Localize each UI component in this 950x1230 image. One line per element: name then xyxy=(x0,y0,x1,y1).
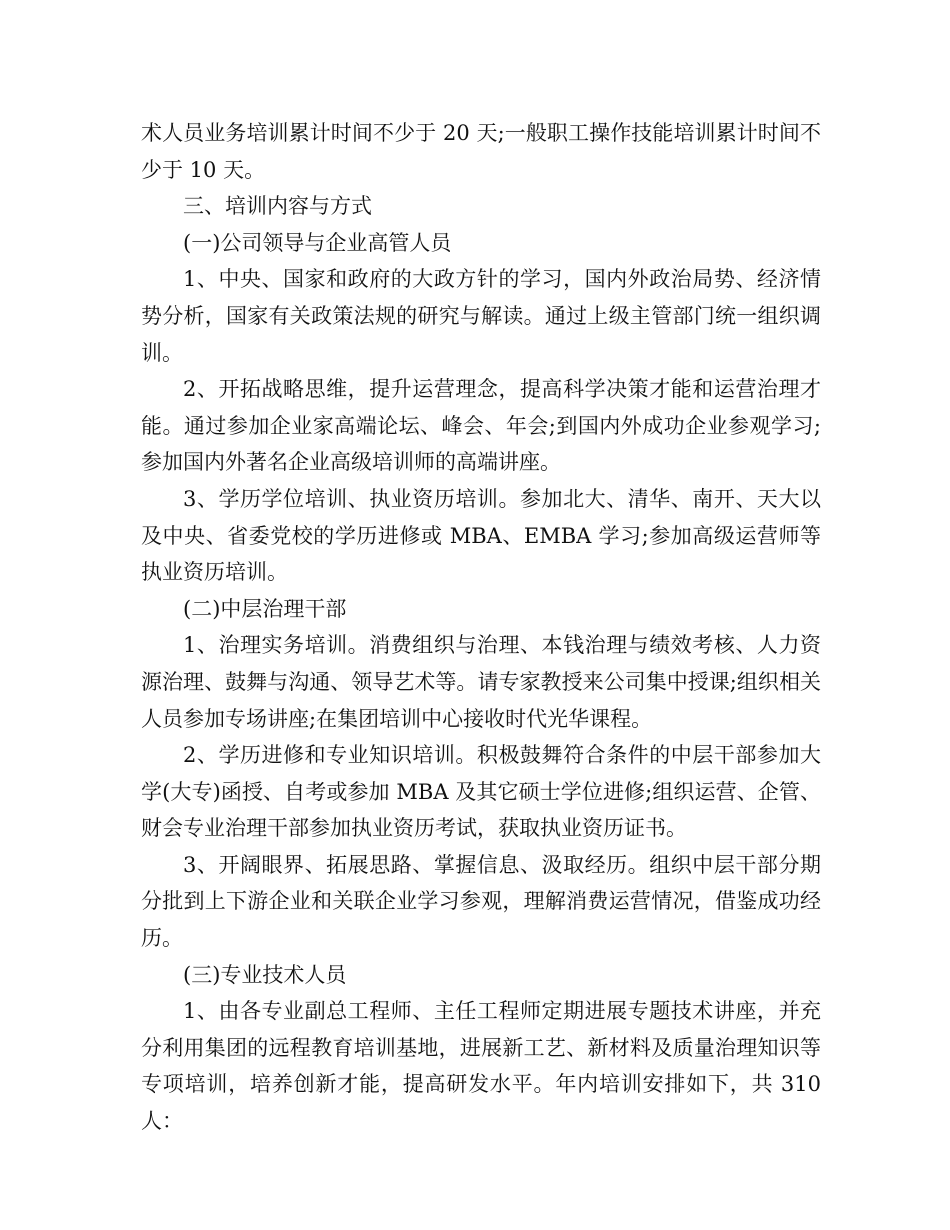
paragraph-item: 1、中央、国家和政府的大政方针的学习，国内外政治局势、经济情势分析，国家有关政策法规的研究与解读。通过上级主管部门统一组织调训。 xyxy=(141,267,821,365)
paragraph-item: 3、开阔眼界、拓展思路、掌握信息、汲取经历。组织中层干部分期分批到上下游企业和关联企业学习参观，理解消费运营情况，借鉴成功经历。 xyxy=(141,852,821,951)
paragraph-item: 1、由各专业副总工程师、主任工程师定期进展专题技术讲座，并充分利用集团的远程教育培训基地，进展新工艺、新材料及质量治理知识等专项培训，培养创新才能，提高研发水平。年内培训安排如下，共 310 人： xyxy=(141,999,821,1134)
subheading-technical-staff: (三)专业技术人员 xyxy=(183,962,347,987)
paragraph-continuation: 术人员业务培训累计时间不少于 20 天;一般职工操作技能培训累计时间不少于 10 天。 xyxy=(141,121,821,182)
subheading-middle-management: (二)中层治理干部 xyxy=(183,596,347,621)
paragraph-item: 1、治理实务培训。消费组织与治理、本钱治理与绩效考核、人力资源治理、鼓舞与沟通、领导艺术等。请专家教授来公司集中授课;组织相关人员参加专场讲座;在集团培训中心接收时代光华课程。 xyxy=(141,633,821,731)
document-body xyxy=(141,115,821,1140)
paragraph-item: 3、学历学位培训、执业资历培训。参加北大、清华、南开、天大以及中央、省委党校的学历进修或 MBA、EMBA 学习;参加高级运营师等执业资历培训。 xyxy=(141,486,821,585)
paragraph-item: 2、学历进修和专业知识培训。积极鼓舞符合条件的中层干部参加大学(大专)函授、自考或参加 MBA 及其它硕士学位进修;组织运营、企管、财会专业治理干部参加执业资历考试，获取执业资历证书。 xyxy=(141,743,821,841)
section-heading-training-content: 三、培训内容与方式 xyxy=(183,194,372,219)
subheading-senior-management: (一)公司领导与企业高管人员 xyxy=(183,230,452,255)
paragraph-item: 2、开拓战略思维，提升运营理念，提高科学决策才能和运营治理才能。通过参加企业家高端论坛、峰会、年会;到国内外成功企业参观学习;参加国内外著名企业高级培训师的高端讲座。 xyxy=(141,377,821,475)
